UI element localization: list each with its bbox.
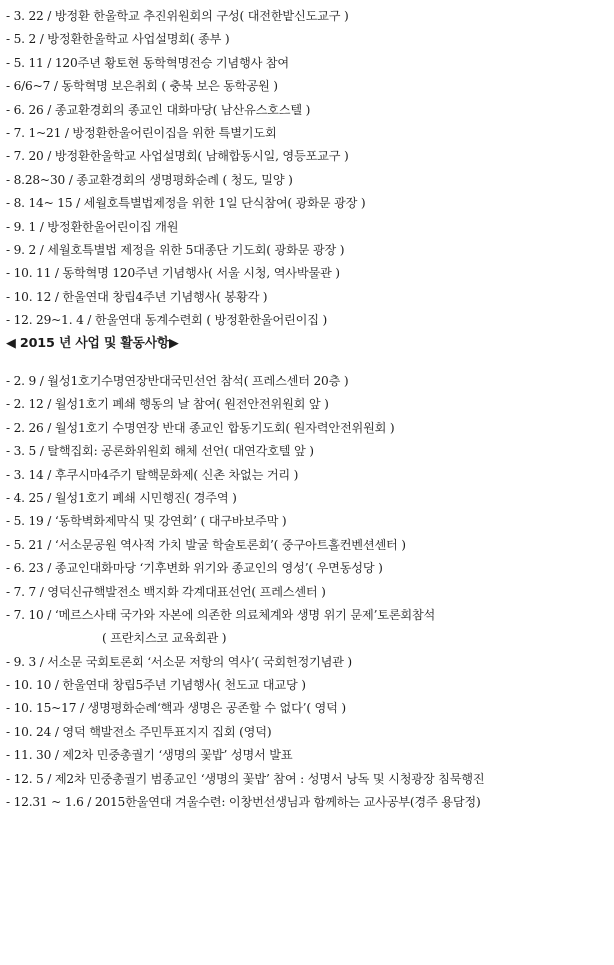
activity-item: - 12. 29~1. 4 / 한울연대 동계수련회 ( 방정환한울어린이집 ): [6, 313, 328, 328]
activity-item: - 8.28~30 / 종교환경회의 생명평화순례 ( 청도, 밀양 ): [6, 172, 293, 187]
activity-item: - 2. 9 / 월성1호기수명연장반대국민선언 참석( 프레스센터 20층 ): [6, 374, 349, 388]
activity-item: - 7. 7 / 영덕신규핵발전소 백지화 각계대표선언( 프레스센터 ): [6, 584, 326, 599]
activity-item: - 10. 24 / 영덕 핵발전소 주민투표지지 집회 (영덕): [6, 724, 272, 739]
activity-item: - 9. 2 / 세월호특별법 제정을 위한 5대종단 기도회( 광화문 광장 ): [6, 242, 345, 257]
activity-item: - 10. 12 / 한울연대 창립4주년 기념행사( 봉황각 ): [6, 289, 268, 304]
activity-list-2015: [6, 370, 612, 814]
activity-item: - 12. 5 / 제2차 민중총궐기 범종교인 ‘생명의 꽃밥’ 참여 : 성명서 낭독 및 시청광장 침묵행진: [6, 771, 485, 786]
activity-item: - 8. 14~ 15 / 세월호특별법제정을 위한 1일 단식참여( 광화문 광장 ): [6, 196, 366, 211]
activity-item: - 5. 21 / ‘서소문공원 역사적 가치 발굴 학술토론회’( 중구아트홀컨벤션센터 ): [6, 537, 406, 552]
activity-item-continuation: ( 프란치스코 교육회관 ): [102, 631, 227, 646]
activity-item: - 4. 25 / 월성1호기 폐쇄 시민행진( 경주역 ): [6, 490, 237, 505]
activity-item: - 2. 26 / 월성1호기 수명연장 반대 종교인 합동기도회( 원자력안전위원회 ): [6, 420, 395, 435]
activity-item: - 12.31 ~ 1.6 / 2015한울연대 겨울수련: 이창번선생님과 함께하는 교사공부(경주 용담정): [6, 795, 481, 810]
activity-item: - 6/6~7 / 동학혁명 보은취회 ( 충북 보은 동학공원 ): [6, 79, 278, 94]
activity-item: - 5. 11 / 120주년 황토현 동학혁명전승 기념행사 참여: [6, 55, 289, 70]
activity-item: - 7. 1~21 / 방정환한울어린이집을 위한 특별기도회: [6, 125, 277, 140]
activity-item: - 5. 2 / 방정환한울학교 사업설명회( 종부 ): [6, 32, 230, 47]
activity-item: - 2. 12 / 월성1호기 폐쇄 행동의 날 참여( 원전안전위원회 앞 ): [6, 397, 329, 412]
activity-item: - 7. 10 / ‘메르스사태 국가와 자본에 의존한 의료체계와 생명 위기 문제’토론회참석: [6, 607, 436, 622]
activity-item: - 10. 15~17 / 생명평화순례‘핵과 생명은 공존할 수 없다’( 영덕 ): [6, 701, 346, 716]
activity-item: - 3. 5 / 탈핵집회: 공론화위원회 해체 선언( 대연각호텔 앞 ): [6, 444, 314, 459]
activity-item: - 11. 30 / 제2차 민중총궐기 ‘생명의 꽃밥’ 성명서 발표: [6, 748, 293, 763]
activity-item: - 3. 14 / 후쿠시마4주기 탈핵문화제( 신촌 차없는 거리 ): [6, 467, 299, 482]
activity-item: - 5. 19 / ‘동학벽화제막식 및 강연회’ ( 대구바보주막 ): [6, 514, 287, 529]
activity-item: - 6. 26 / 종교환경회의 종교인 대화마당( 남산유스호스텔 ): [6, 102, 311, 117]
activity-item: - 9. 3 / 서소문 국회토론회 ‘서소문 저항의 역사’( 국회헌정기념관 ): [6, 654, 352, 669]
activity-list-2014: [6, 5, 612, 332]
activity-item: - 7. 20 / 방정환한울학교 사업설명회( 남해합동시일, 영등포교구 ): [6, 149, 349, 164]
activity-item: - 6. 23 / 종교인대화마당 ‘기후변화 위기와 종교인의 영성’( 우면동성당 ): [6, 561, 383, 576]
activity-item: - 10. 10 / 한울연대 창립5주년 기념행사( 천도교 대교당 ): [6, 678, 306, 693]
activity-item: - 10. 11 / 동학혁명 120주년 기념행사( 서울 시청, 역사박물관 ): [6, 266, 340, 281]
activity-item: - 3. 22 / 방정환 한울학교 추진위원회의 구성( 대전한밭신도교구 ): [6, 9, 349, 23]
section-heading-2015: ◀ 2015 년 사업 및 활동사항▶: [6, 336, 179, 351]
activity-item: - 9. 1 / 방정환한울어린이집 개원: [6, 219, 179, 234]
